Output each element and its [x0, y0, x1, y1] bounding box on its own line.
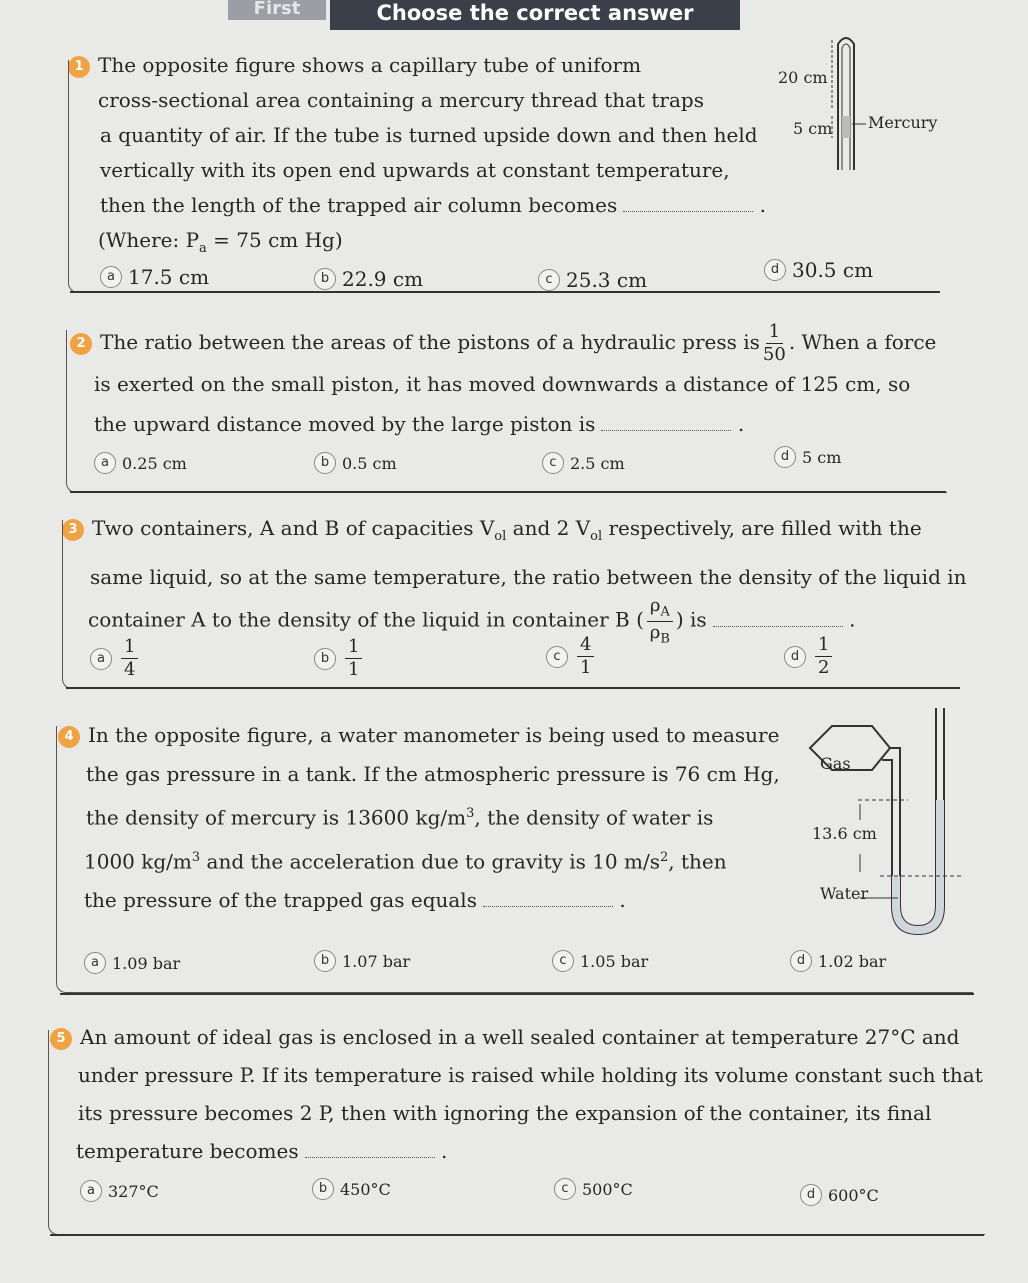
- question-text: then the length of the trapped air column becomes: [100, 193, 618, 217]
- option-letter-b: b: [314, 268, 336, 290]
- height-label: 13.6 cm: [812, 824, 877, 843]
- option-letter-a: a: [84, 952, 106, 974]
- option-letter-d: d: [764, 259, 786, 281]
- option-text: 450°C: [340, 1179, 391, 1199]
- period: .: [440, 1139, 448, 1163]
- question-divider: [50, 1234, 984, 1236]
- question-text: container A to the density of the liquid in container B (: [88, 607, 644, 632]
- option-letter-b: b: [314, 950, 336, 972]
- question-text: a quantity of air. If the tube is turned upside down and then held: [100, 123, 758, 147]
- option-text: 1.05 bar: [580, 951, 649, 971]
- section-tab-first: First: [228, 0, 326, 20]
- option-text: 22.9 cm: [342, 267, 424, 291]
- option-letter-b: b: [312, 1178, 334, 1200]
- option-text: 0.25 cm: [122, 453, 187, 473]
- question-divider: [60, 993, 974, 995]
- area-ratio-fraction: $\frac{1}{50}$: [762, 321, 786, 365]
- question-text: its pressure becomes 2 P, then with ignoring the expansion of the container, its final: [78, 1101, 932, 1125]
- option-text: 2.5 cm: [570, 453, 625, 473]
- question-bracket: [62, 520, 967, 689]
- question-text: the upward distance moved by the large piston is: [94, 412, 596, 436]
- question-bracket: [68, 60, 939, 293]
- question-text: = 75 cm Hg): [213, 228, 343, 252]
- option-text: 600°C: [828, 1185, 879, 1205]
- question-text: , the density of water is: [474, 805, 714, 830]
- option-letter-b: b: [314, 452, 336, 474]
- superscript: 3: [466, 806, 475, 821]
- superscript: 3: [191, 849, 201, 865]
- question-divider: [66, 687, 960, 689]
- question-text: same liquid, so at the same temperature, the ratio between the density of the liquid in: [90, 565, 967, 589]
- period: .: [849, 607, 856, 632]
- option-fraction: $\frac{1}{2}$: [815, 636, 832, 677]
- option-letter-d: d: [784, 646, 806, 668]
- option-text: 25.3 cm: [566, 268, 648, 292]
- question-bracket: [66, 330, 947, 493]
- question-text: In the opposite figure, a water manometer is being used to measure: [88, 723, 780, 747]
- question-text: the pressure of the trapped gas equals: [84, 888, 477, 913]
- option-letter-c: c: [538, 269, 560, 291]
- option-text: 1.02 bar: [818, 951, 887, 971]
- subscript: ol: [590, 529, 603, 544]
- option-text: 5 cm: [802, 447, 842, 467]
- mercury-label: Mercury: [868, 113, 938, 132]
- subscript: ol: [494, 529, 507, 544]
- option-letter-a: a: [90, 648, 112, 670]
- period: .: [737, 412, 745, 436]
- option-letter-a: a: [80, 1180, 102, 1202]
- option-letter-a: a: [94, 452, 116, 474]
- question-text: The ratio between the areas of the pistons of a hydraulic press is: [100, 330, 760, 354]
- capillary-tube-figure: [820, 30, 940, 180]
- mercury-length-label: 5 cm: [793, 119, 833, 138]
- gas-label: Gas: [820, 754, 851, 773]
- question-text: temperature becomes: [76, 1139, 299, 1163]
- question-text: , then: [668, 849, 727, 874]
- question-text: under pressure P. If its temperature is raised while holding its volume constant such that: [78, 1063, 983, 1087]
- question-text: and 2 V: [512, 516, 591, 540]
- option-fraction: $\frac{1}{4}$: [121, 638, 138, 679]
- question-text: (Where: P: [98, 228, 200, 252]
- question-text: An amount of ideal gas is enclosed in a well sealed container at temperature 27°C and: [80, 1025, 960, 1049]
- option-text: 1.09 bar: [112, 953, 181, 973]
- question-text: is exerted on the small piston, it has moved downwards a distance of 125 cm, so: [94, 372, 911, 396]
- superscript: 2: [659, 849, 669, 865]
- question-text: . When a force: [788, 330, 937, 354]
- option-letter-c: c: [552, 950, 574, 972]
- option-letter-c: c: [546, 646, 568, 668]
- option-letter-a: a: [100, 266, 122, 288]
- option-fraction: $\frac{1}{1}$: [345, 638, 362, 679]
- question-bracket: [48, 1030, 985, 1235]
- question-bracket: [56, 726, 973, 993]
- question-text: The opposite figure shows a capillary tube of uniform: [98, 53, 642, 77]
- question-text: 1000 kg/m: [84, 849, 192, 874]
- option-text: 1.07 bar: [342, 951, 411, 971]
- option-text: 0.5 cm: [342, 453, 397, 473]
- option-letter-d: d: [790, 950, 812, 972]
- option-fraction: $\frac{4}{1}$: [577, 636, 594, 677]
- question-number: 2: [70, 333, 92, 355]
- question-text: Two containers, A and B of capacities V: [92, 516, 495, 540]
- question-text: the gas pressure in a tank. If the atmospheric pressure is 76 cm Hg,: [86, 762, 780, 786]
- question-number: 4: [58, 726, 80, 748]
- question-text: ) is: [675, 607, 707, 632]
- section-title: Choose the correct answer: [330, 0, 740, 30]
- question-text: cross-sectional area containing a mercury thread that traps: [98, 88, 704, 112]
- subscript: a: [199, 241, 207, 256]
- question-text: and the acceleration due to gravity is 10 m/s: [206, 849, 660, 874]
- option-text: 327°C: [108, 1181, 159, 1201]
- period: .: [619, 888, 626, 913]
- option-text: 500°C: [582, 1179, 633, 1199]
- option-letter-d: d: [774, 446, 796, 468]
- question-number: 1: [68, 56, 90, 78]
- question-number: 5: [50, 1028, 72, 1050]
- density-ratio-fraction: $\frac{\rho_A}{\rho_B}$: [647, 597, 673, 645]
- question-text: respectively, are filled with the: [608, 516, 922, 540]
- question-number: 3: [62, 519, 84, 541]
- question-text: vertically with its open end upwards at constant temperature,: [100, 158, 730, 182]
- water-label: Water: [820, 884, 869, 903]
- air-length-label: 20 cm: [778, 68, 828, 87]
- question-divider: [70, 291, 940, 293]
- option-letter-c: c: [542, 452, 564, 474]
- option-text: 30.5 cm: [792, 258, 874, 282]
- option-letter-d: d: [800, 1184, 822, 1206]
- question-divider: [70, 491, 946, 493]
- option-letter-c: c: [554, 1178, 576, 1200]
- option-letter-b: b: [314, 648, 336, 670]
- period: .: [759, 193, 766, 217]
- question-text: the density of mercury is 13600 kg/m: [86, 805, 467, 830]
- option-text: 17.5 cm: [128, 265, 210, 289]
